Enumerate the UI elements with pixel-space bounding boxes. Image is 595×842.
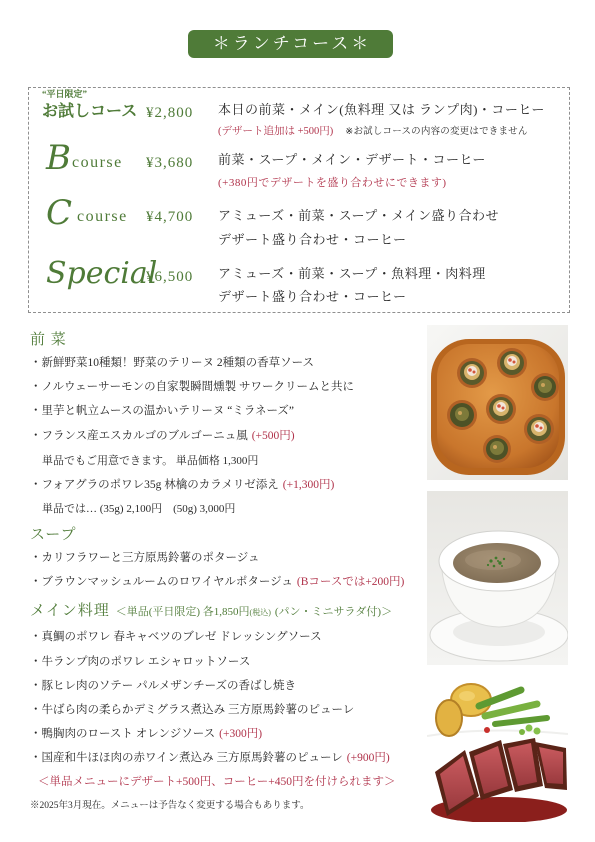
- mains-subtitle-tax: (税込): [249, 608, 271, 617]
- a-la-carte-detail: 単品では… (35g) 2,100円 (50g) 3,000円: [42, 503, 236, 515]
- main-item: ・牛ばら肉の柔らかデミグラス煮込み 三方原馬鈴薯のピューレ: [30, 704, 355, 716]
- menu-title: ＊ランチコース＊: [212, 34, 372, 54]
- weekday-only-label: “平日限定”: [42, 89, 88, 99]
- course-name-otameshi: お試しコース: [42, 103, 138, 120]
- course-letter-b: B: [46, 138, 71, 178]
- course-description-special-line1: アミューズ・前菜・スープ・魚料理・肉料理: [218, 266, 486, 281]
- course-letter-c: C: [46, 193, 73, 233]
- menu-item-text: ・フランス産エスカルゴのブルゴーニュ風: [30, 430, 248, 442]
- menu-item-text: ・鴨胸肉のロースト オレンジソース: [30, 728, 216, 740]
- soup-item: ・カリフラワーと三方原馬鈴薯のポタージュ: [30, 552, 260, 564]
- course-option-otameshi: [218, 125, 528, 139]
- section-heading-soups: スープ: [30, 527, 77, 543]
- surcharge: (+300円): [219, 728, 263, 740]
- main-item: ・豚ヒレ肉のソテー パルメザンチーズの香ばし焼き: [30, 680, 296, 692]
- course-option-text: (デザート追加は +500円): [218, 126, 334, 137]
- course-word-c: course: [77, 208, 128, 225]
- course-description-otameshi: 本日の前菜・メイン(魚料理 又は ランプ肉)・コーヒー: [218, 102, 545, 117]
- meat-dish-photo: [427, 676, 568, 822]
- course-word-b: course: [72, 154, 123, 171]
- mains-subtitle: [116, 606, 392, 618]
- surcharge: (+1,300円): [282, 479, 335, 491]
- main-item: [30, 751, 390, 765]
- soup-photo: [427, 491, 568, 665]
- course-description-special-line2: デザート盛り合わせ・コーヒー: [218, 289, 407, 304]
- course-option-b: (+380円でデザートを盛り合わせにできます): [218, 177, 447, 189]
- escargot-photo: [427, 325, 568, 480]
- appetizer-item: [30, 429, 295, 443]
- surcharge: (Bコースでは+200円): [296, 576, 405, 588]
- surcharge: (+500円): [251, 430, 295, 442]
- menu-item-text: ・フォアグラのポワレ35g 林檎のカラメリゼ添え: [30, 479, 279, 491]
- mains-subtitle-includes: (パン・ミニサラダ付)＞: [274, 606, 393, 618]
- appetizer-item: ・新鮮野菜10種類！野菜のテリーヌ 2種類の香草ソース: [30, 357, 315, 369]
- mains-title: メイン料理: [30, 603, 110, 619]
- menu-item-text: ・ブラウンマッシュルームのロワイヤルポタージュ: [30, 576, 293, 588]
- addon-note: ＜単品メニューにデザート+500円、コーヒー+450円を付けられます＞: [38, 776, 396, 788]
- menu-item-text: ・国産和牛ほほ肉の赤ワイン煮込み 三方原馬鈴薯のピューレ: [30, 752, 343, 764]
- section-heading-mains: [30, 602, 392, 622]
- appetizer-item: ・ノルウェーサーモンの自家製瞬間燻製 サワークリームと共に: [30, 381, 354, 393]
- main-item: ・真鯛のポワレ 春キャベツのブレゼ ドレッシングソース: [30, 631, 322, 643]
- course-price-c: ¥4,700: [146, 209, 194, 225]
- footnote: ※2025年3月現在。メニューは予告なく変更する場合もあります。: [30, 801, 310, 811]
- section-heading-appetizers: 前 菜: [30, 332, 67, 348]
- course-price-otameshi: ¥2,800: [146, 105, 194, 121]
- course-description-b: 前菜・スープ・メイン・デザート・コーヒー: [218, 152, 486, 167]
- course-description-c-line1: アミューズ・前菜・スープ・メイン盛り合わせ: [218, 208, 500, 223]
- appetizer-item: ・里芋と帆立ムースの温かいテリーヌ “ミラネーズ”: [30, 405, 295, 417]
- appetizer-item: [30, 478, 334, 492]
- soup-item: [30, 575, 404, 589]
- course-note: ※お試しコースの内容の変更はできません: [345, 127, 528, 137]
- main-item: [30, 727, 262, 741]
- course-price-special: ¥6,500: [146, 269, 194, 285]
- a-la-carte-detail: 単品でもご用意できます。 単品価格 1,300円: [42, 455, 259, 467]
- course-name-special: Special: [46, 256, 158, 291]
- surcharge: (+900円): [346, 752, 390, 764]
- course-description-c-line2: デザート盛り合わせ・コーヒー: [218, 232, 407, 247]
- menu-title-banner: [188, 30, 393, 58]
- main-item: ・牛ランプ肉のポワレ エシャロットソース: [30, 656, 251, 668]
- mains-subtitle-price: ＜単品(平日限定) 各1,850円: [115, 606, 250, 618]
- course-price-b: ¥3,680: [146, 155, 194, 171]
